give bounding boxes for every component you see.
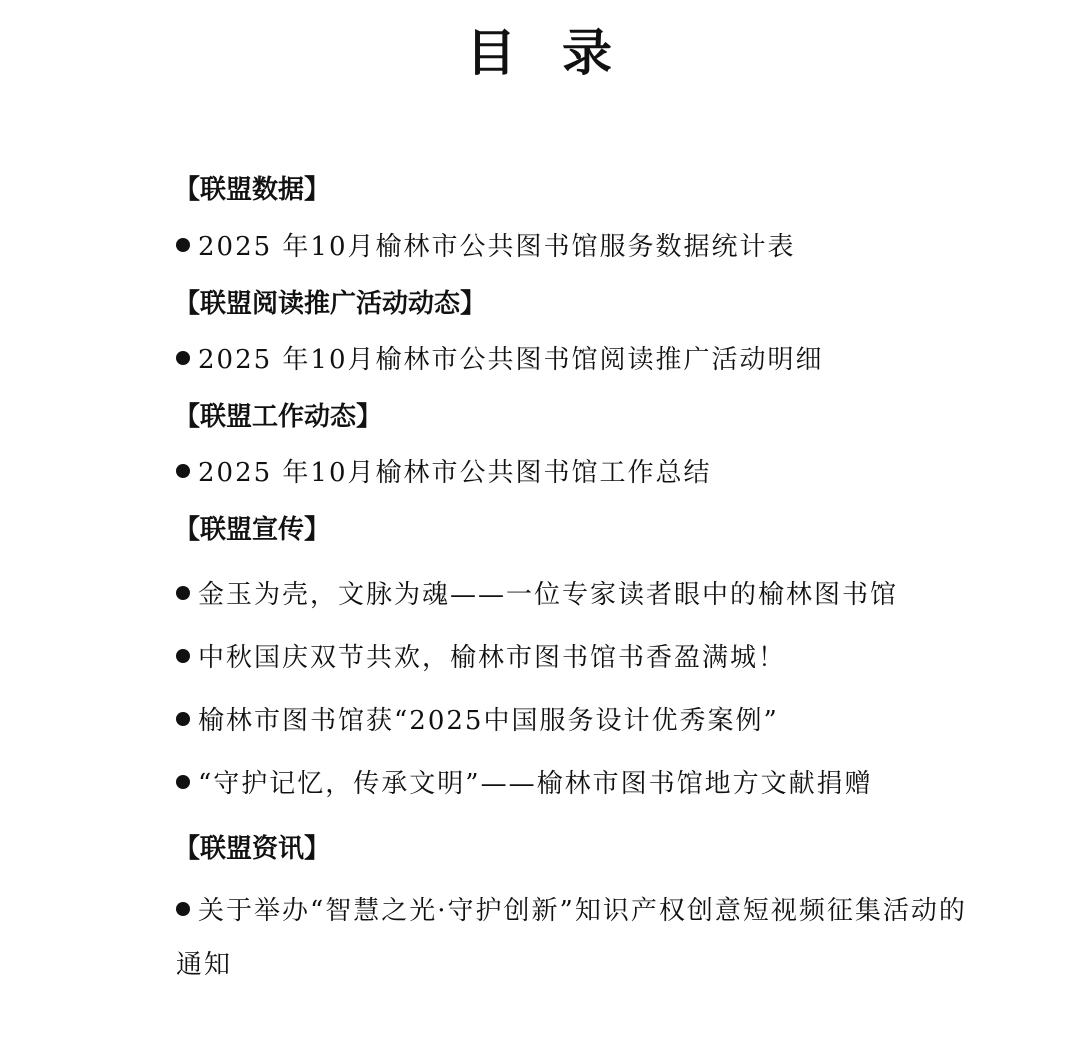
bullet-icon xyxy=(176,712,190,726)
toc-item-label: 中秋国庆双节共欢，榆林市图书馆书香盈满城！ xyxy=(198,643,787,673)
title-char-1: 目 xyxy=(466,24,518,82)
title-char-2: 录 xyxy=(562,24,614,82)
section-heading-publicity: 【联盟宣传】 xyxy=(174,515,331,545)
toc-item-work-summary[interactable] xyxy=(176,456,976,490)
toc-item-literature-donation[interactable] xyxy=(176,767,976,801)
bullet-icon xyxy=(176,238,190,252)
section-heading-work-updates: 【联盟工作动态】 xyxy=(174,402,383,432)
toc-item-label: 2025 年10月榆林市公共图书馆阅读推广活动明细 xyxy=(198,345,824,375)
toc-item-mid-autumn[interactable] xyxy=(176,641,976,675)
bullet-icon xyxy=(176,902,190,916)
toc-item-label: “守护记忆，传承文明”——榆林市图书馆地方文献捐赠 xyxy=(198,769,873,799)
toc-item-label: 榆林市图书馆获“2025中国服务设计优秀案例” xyxy=(198,706,779,736)
section-heading-news: 【联盟资讯】 xyxy=(174,834,331,864)
bullet-icon xyxy=(176,775,190,789)
toc-item-reading-activities[interactable] xyxy=(176,343,976,377)
toc-item-label: 关于举办“智慧之光·守护创新”知识产权创意短视频征集活动的通知 xyxy=(176,896,967,980)
bullet-icon xyxy=(176,649,190,663)
toc-item-video-contest-notice[interactable] xyxy=(176,884,976,992)
toc-item-service-design-award[interactable] xyxy=(176,704,976,738)
bullet-icon xyxy=(176,464,190,478)
section-heading-alliance-data: 【联盟数据】 xyxy=(174,175,331,205)
toc-item-service-stats[interactable] xyxy=(176,230,976,264)
bullet-icon xyxy=(176,586,190,600)
toc-item-label: 金玉为壳，文脉为魂——一位专家读者眼中的榆林图书馆 xyxy=(198,580,899,610)
toc-item-label: 2025 年10月榆林市公共图书馆工作总结 xyxy=(198,458,712,488)
toc-item-expert-reader[interactable] xyxy=(176,578,976,612)
page-title xyxy=(0,22,1080,84)
toc-item-label: 2025 年10月榆林市公共图书馆服务数据统计表 xyxy=(198,232,796,262)
section-heading-reading-promotion: 【联盟阅读推广活动动态】 xyxy=(174,289,487,319)
bullet-icon xyxy=(176,351,190,365)
